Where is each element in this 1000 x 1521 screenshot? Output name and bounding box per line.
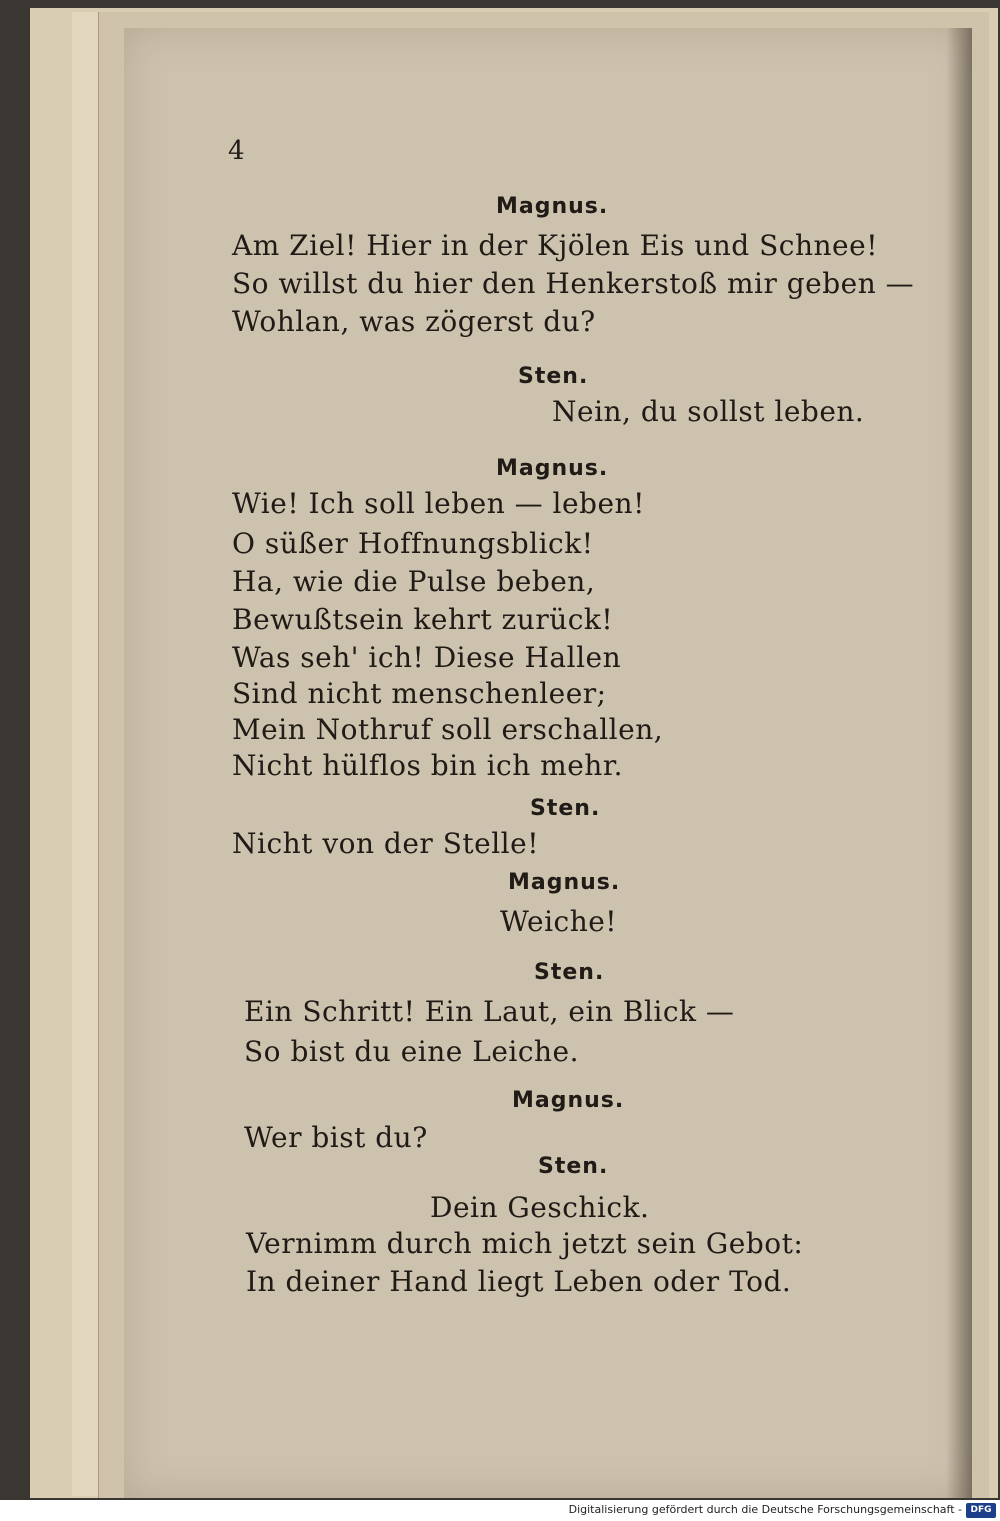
speaker-sten-1: Sten. xyxy=(518,364,589,389)
speaker-magnus-3: Magnus. xyxy=(508,870,621,895)
verse-line-20: In deiner Hand liegt Leben oder Tod. xyxy=(246,1265,792,1298)
verse-line-9: Was seh' ich! Diese Hallen xyxy=(232,641,622,674)
speaker-sten-3: Sten. xyxy=(534,960,605,985)
speaker-magnus-2: Magnus. xyxy=(496,456,609,481)
funding-credit: Digitalisierung gefördert durch die Deutsche Forschungsgemeinschaft - xyxy=(568,1503,962,1516)
verse-line-2: So willst du hier den Henkerstoß mir geben — xyxy=(232,267,915,300)
page-number: 4 xyxy=(228,136,245,166)
verse-line-7: Ha, wie die Pulse beben, xyxy=(232,565,596,598)
speaker-magnus-4: Magnus. xyxy=(512,1088,625,1113)
speaker-sten-2: Sten. xyxy=(530,796,601,821)
page-gutter-shadow xyxy=(946,28,972,1498)
verse-line-18: Dein Geschick. xyxy=(430,1191,650,1224)
verse-line-17: Wer bist du? xyxy=(244,1121,428,1154)
verse-line-13: Nicht von der Stelle! xyxy=(232,827,539,860)
speaker-sten-4: Sten. xyxy=(538,1154,609,1179)
verse-line-15: Ein Schritt! Ein Laut, ein Blick — xyxy=(244,995,735,1028)
verse-line-8: Bewußtsein kehrt zurück! xyxy=(232,603,614,636)
verse-line-11: Mein Nothruf soll erschallen, xyxy=(232,713,664,746)
verse-line-14: Weiche! xyxy=(500,905,618,938)
verse-line-6: O süßer Hoffnungsblick! xyxy=(232,527,594,560)
verse-line-4: Nein, du sollst leben. xyxy=(552,395,865,428)
verse-line-5: Wie! Ich soll leben — leben! xyxy=(232,487,645,520)
speaker-magnus-1: Magnus. xyxy=(496,194,609,219)
verse-line-1: Am Ziel! Hier in der Kjölen Eis und Schnee! xyxy=(232,229,878,262)
verse-line-19: Vernimm durch mich jetzt sein Gebot: xyxy=(246,1227,804,1260)
verse-line-10: Sind nicht menschenleer; xyxy=(232,677,607,710)
back-sheet-edge xyxy=(72,12,99,1496)
verse-line-3: Wohlan, was zögerst du? xyxy=(232,305,596,338)
dfg-logo: DFG xyxy=(966,1503,996,1518)
footer-bar xyxy=(0,1500,1000,1521)
verse-line-12: Nicht hülflos bin ich mehr. xyxy=(232,749,624,782)
verse-line-16: So bist du eine Leiche. xyxy=(244,1035,580,1068)
